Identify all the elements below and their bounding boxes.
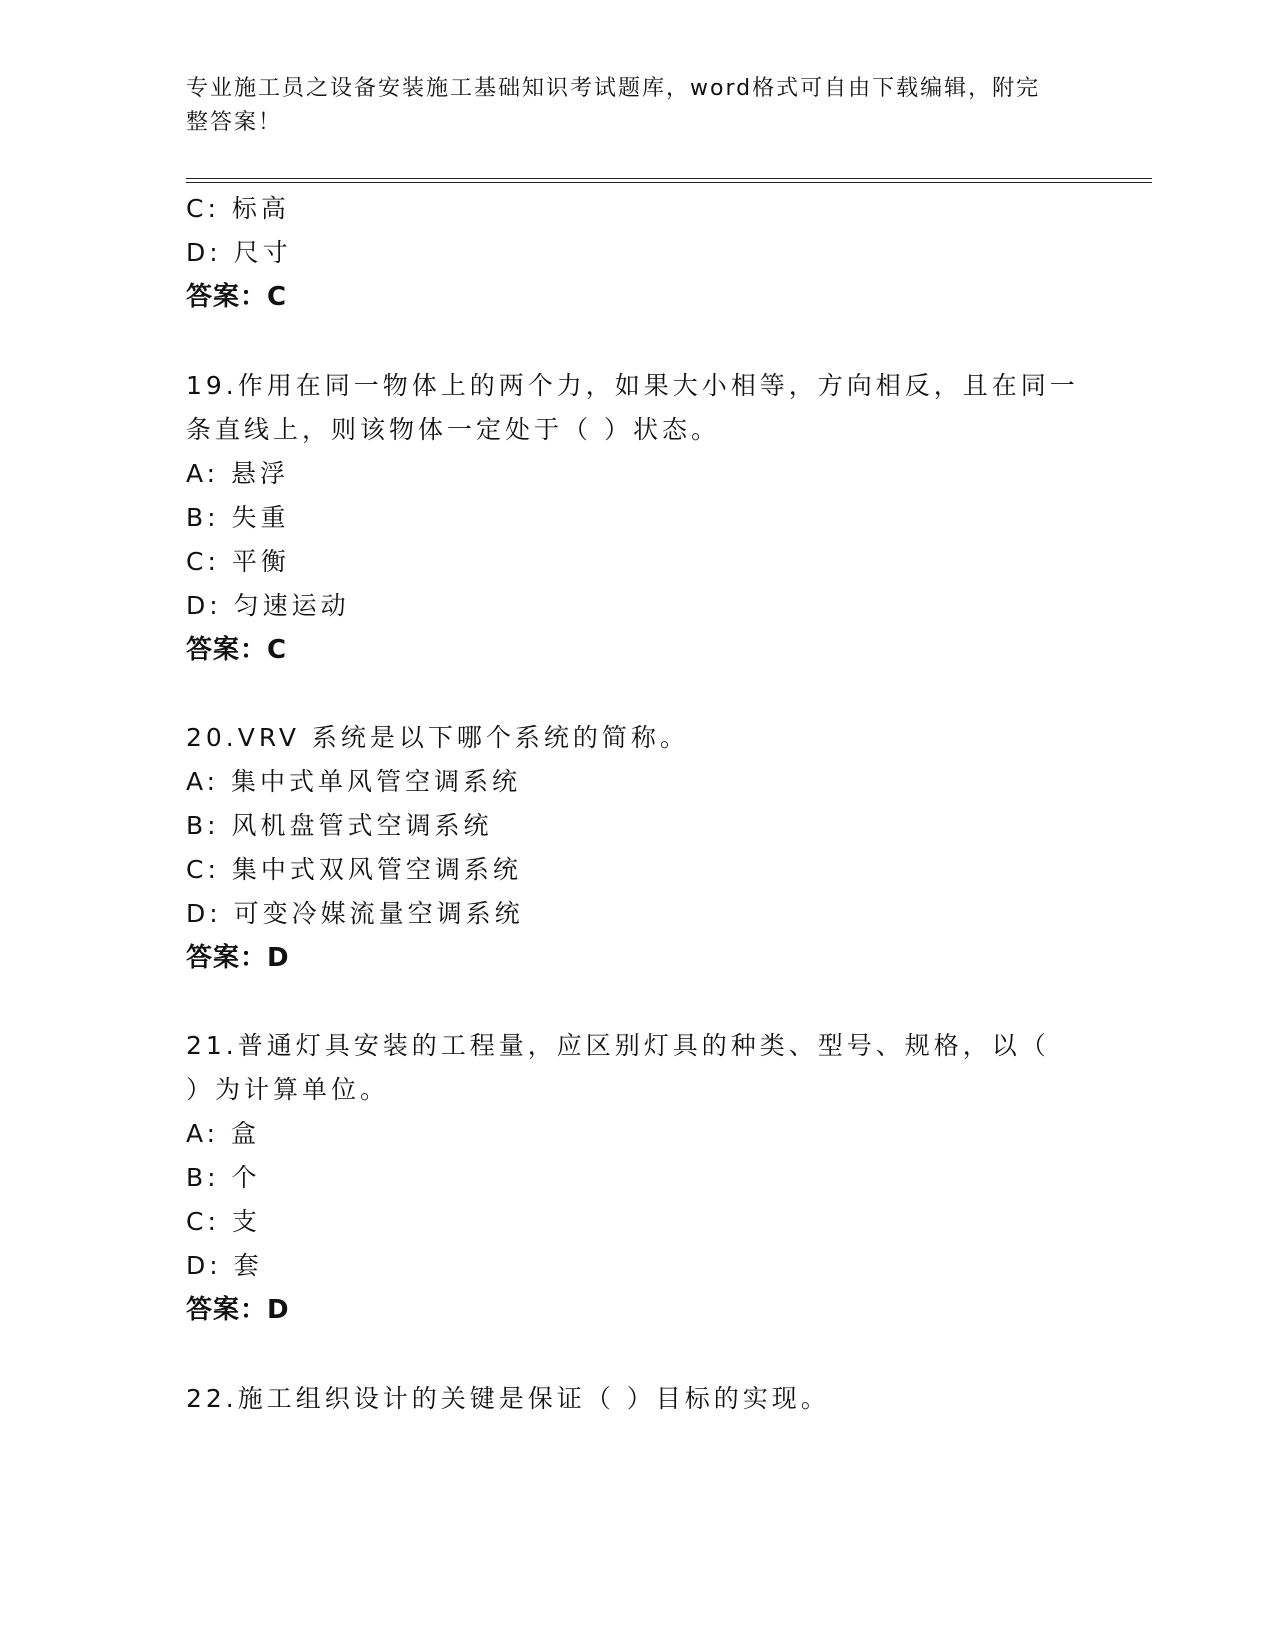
q22-stem-line-1: 22.施工组织设计的关键是保证（ ）目标的实现。 (186, 1384, 830, 1413)
document-header (186, 72, 1066, 140)
header-line-2: 整答案！ (186, 110, 283, 135)
q19-option-d: D: 匀速运动 (186, 591, 350, 620)
q18-option-d: D: 尺寸 (186, 238, 292, 267)
q20-stem-line-1: 20.VRV 系统是以下哪个系统的简称。 (186, 723, 689, 752)
q20-option-a: A: 集中式单风管空调系统 (186, 767, 522, 796)
q21-stem-line-1: 21.普通灯具安装的工程量，应区别灯具的种类、型号、规格，以（ (186, 1031, 1050, 1060)
q20-answer: 答案：D (186, 943, 290, 973)
q18-answer: 答案：C (186, 282, 288, 312)
header-divider (186, 178, 1152, 183)
q20-option-c: C: 集中式双风管空调系统 (186, 855, 522, 884)
q20-option-d: D: 可变冷媒流量空调系统 (186, 899, 524, 928)
q20-option-b: B: 风机盘管式空调系统 (186, 811, 493, 840)
q18-option-c: C: 标高 (186, 194, 290, 223)
q19-stem-line-2: 条直线上，则该物体一定处于（ ）状态。 (186, 415, 720, 444)
q21-option-c: C: 支 (186, 1207, 261, 1236)
q21-option-a: A: 盒 (186, 1119, 261, 1148)
header-line-1: 专业施工员之设备安装施工基础知识考试题库，word格式可自由下载编辑，附完 (186, 76, 1041, 101)
q21-option-b: B: 个 (186, 1163, 261, 1192)
q21-option-d: D: 套 (186, 1251, 263, 1280)
q21-answer: 答案：D (186, 1295, 290, 1325)
q19-answer: 答案：C (186, 635, 288, 665)
q19-stem-line-1: 19.作用在同一物体上的两个力，如果大小相等，方向相反，且在同一 (186, 371, 1079, 400)
q19-option-a: A: 悬浮 (186, 459, 290, 488)
q19-option-b: B: 失重 (186, 503, 290, 532)
q21-stem-line-2: ）为计算单位。 (186, 1075, 390, 1104)
q19-option-c: C: 平衡 (186, 547, 290, 576)
